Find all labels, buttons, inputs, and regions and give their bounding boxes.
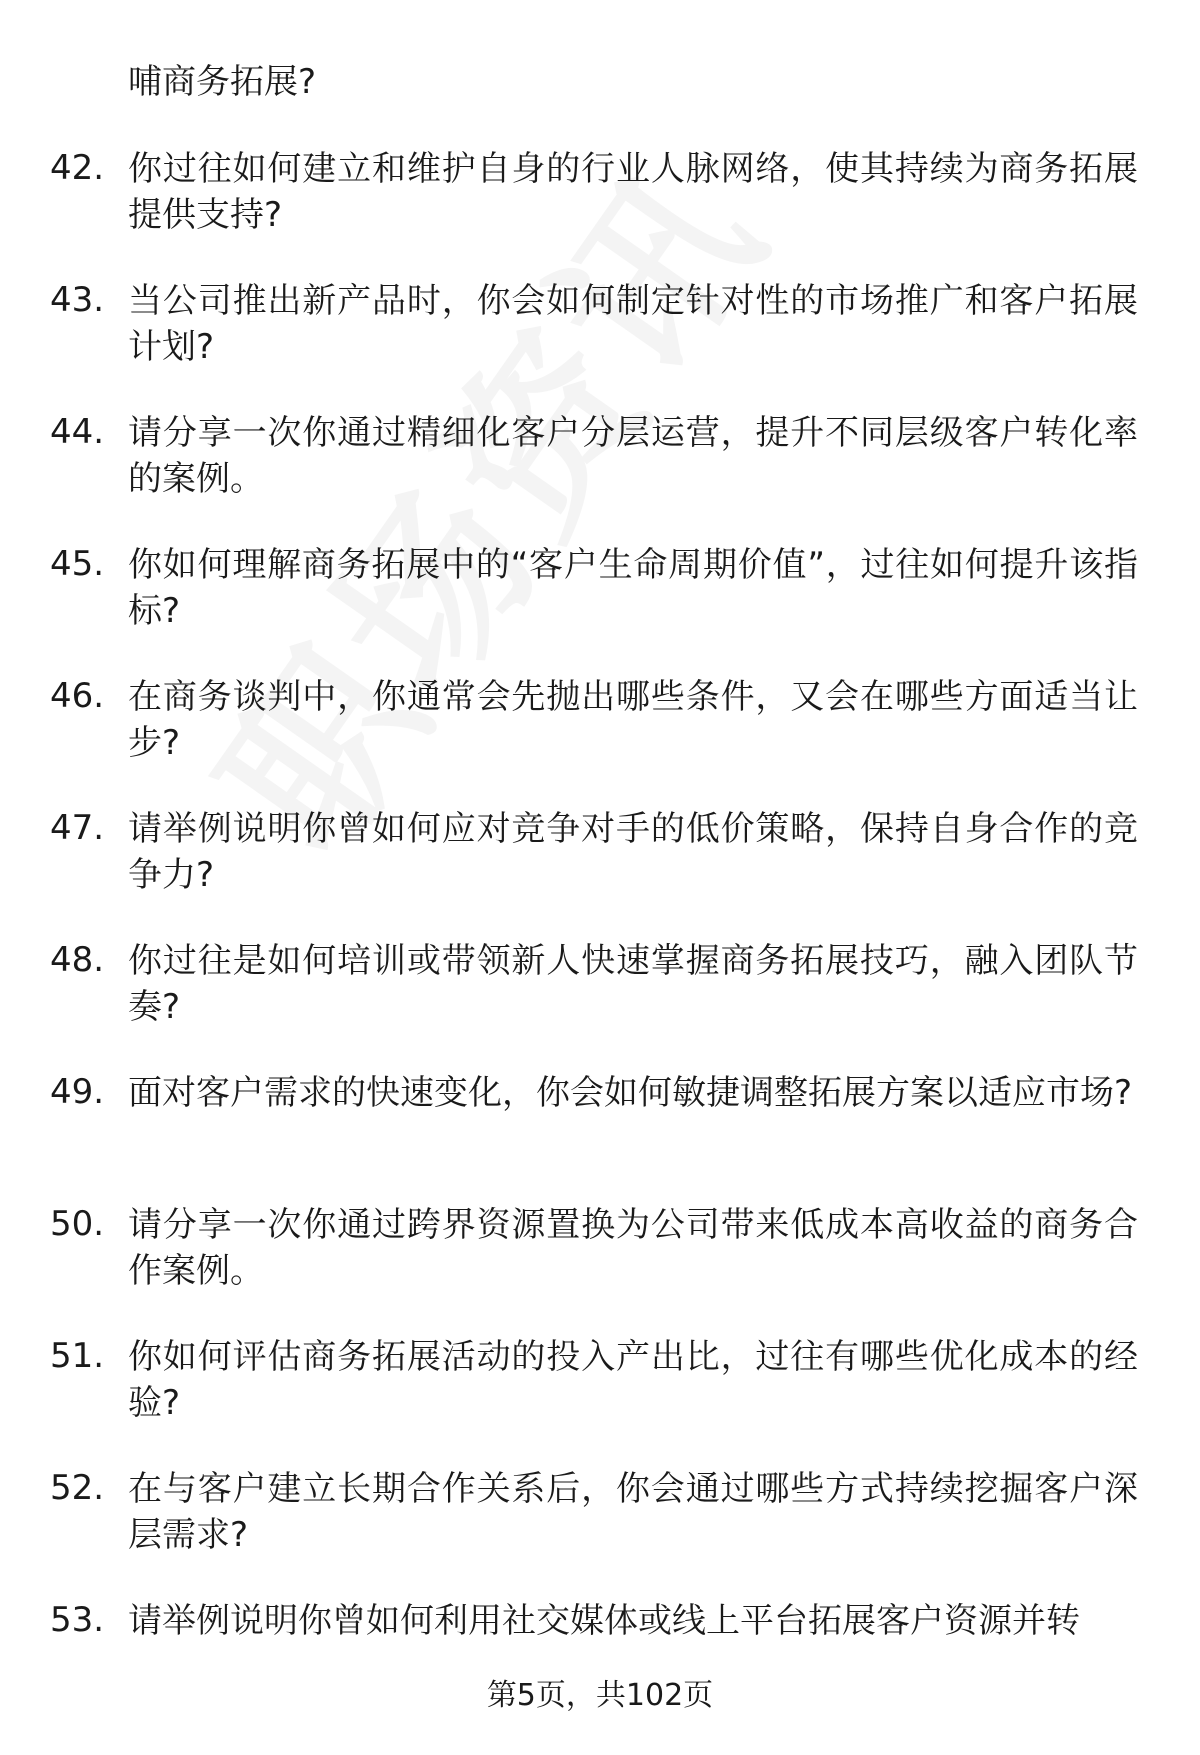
question-text: 你过往如何建立和维护自身的行业人脉网络，使其持续为商务拓展提供支持?	[128, 149, 1138, 235]
question-number: 46.	[50, 676, 105, 716]
question-item	[0, 938, 1200, 1030]
question-number: 51.	[50, 1336, 105, 1376]
question-number: 50.	[50, 1204, 105, 1244]
question-text: 在商务谈判中，你通常会先抛出哪些条件，又会在哪些方面适当让步?	[128, 677, 1138, 763]
question-item	[0, 542, 1200, 634]
question-text: 你如何评估商务拓展活动的投入产出比，过往有哪些优化成本的经验?	[128, 1337, 1138, 1423]
question-text: 你过往是如何培训或带领新人快速掌握商务拓展技巧，融入团队节奏?	[128, 941, 1138, 1027]
question-text: 请分享一次你通过跨界资源置换为公司带来低成本高收益的商务合作案例。	[128, 1205, 1138, 1291]
question-number: 42.	[50, 148, 105, 188]
question-number: 52.	[50, 1468, 105, 1508]
question-number: 48.	[50, 940, 105, 980]
question-item	[0, 146, 1200, 238]
question-item	[0, 410, 1200, 502]
page-footer: 第5页，共102页	[486, 1678, 714, 1713]
question-number: 44.	[50, 412, 105, 452]
question-text: 面对客户需求的快速变化，你会如何敏捷调整拓展方案以适应市场?	[128, 1073, 1133, 1113]
question-item	[0, 806, 1200, 898]
question-number: 43.	[50, 280, 105, 320]
question-list	[0, 146, 1200, 1644]
question-number: 45.	[50, 544, 105, 584]
question-number: 47.	[50, 808, 105, 848]
question-text: 在与客户建立长期合作关系后，你会通过哪些方式持续挖掘客户深层需求?	[128, 1469, 1138, 1555]
question-number: 53.	[50, 1600, 105, 1640]
question-item	[0, 1202, 1200, 1294]
question-item	[0, 1070, 1200, 1162]
question-text: 请举例说明你曾如何应对竞争对手的低价策略，保持自身合作的竞争力?	[128, 809, 1138, 895]
question-item	[0, 278, 1200, 370]
question-text: 当公司推出新产品时，你会如何制定针对性的市场推广和客户拓展计划?	[128, 281, 1138, 367]
question-text: 请举例说明你曾如何利用社交媒体或线上平台拓展客户资源并转	[128, 1601, 1080, 1641]
question-text: 你如何理解商务拓展中的“客户生命周期价值”，过往如何提升该指标?	[128, 545, 1138, 631]
question-item	[0, 1598, 1200, 1644]
question-text: 请分享一次你通过精细化客户分层运营，提升不同层级客户转化率的案例。	[128, 413, 1138, 499]
question-item	[0, 1466, 1200, 1558]
document-body	[0, 60, 1200, 1684]
question-item	[0, 674, 1200, 766]
continuation-line: 哺商务拓展?	[128, 62, 317, 102]
question-item	[0, 1334, 1200, 1426]
question-number: 49.	[50, 1072, 105, 1112]
